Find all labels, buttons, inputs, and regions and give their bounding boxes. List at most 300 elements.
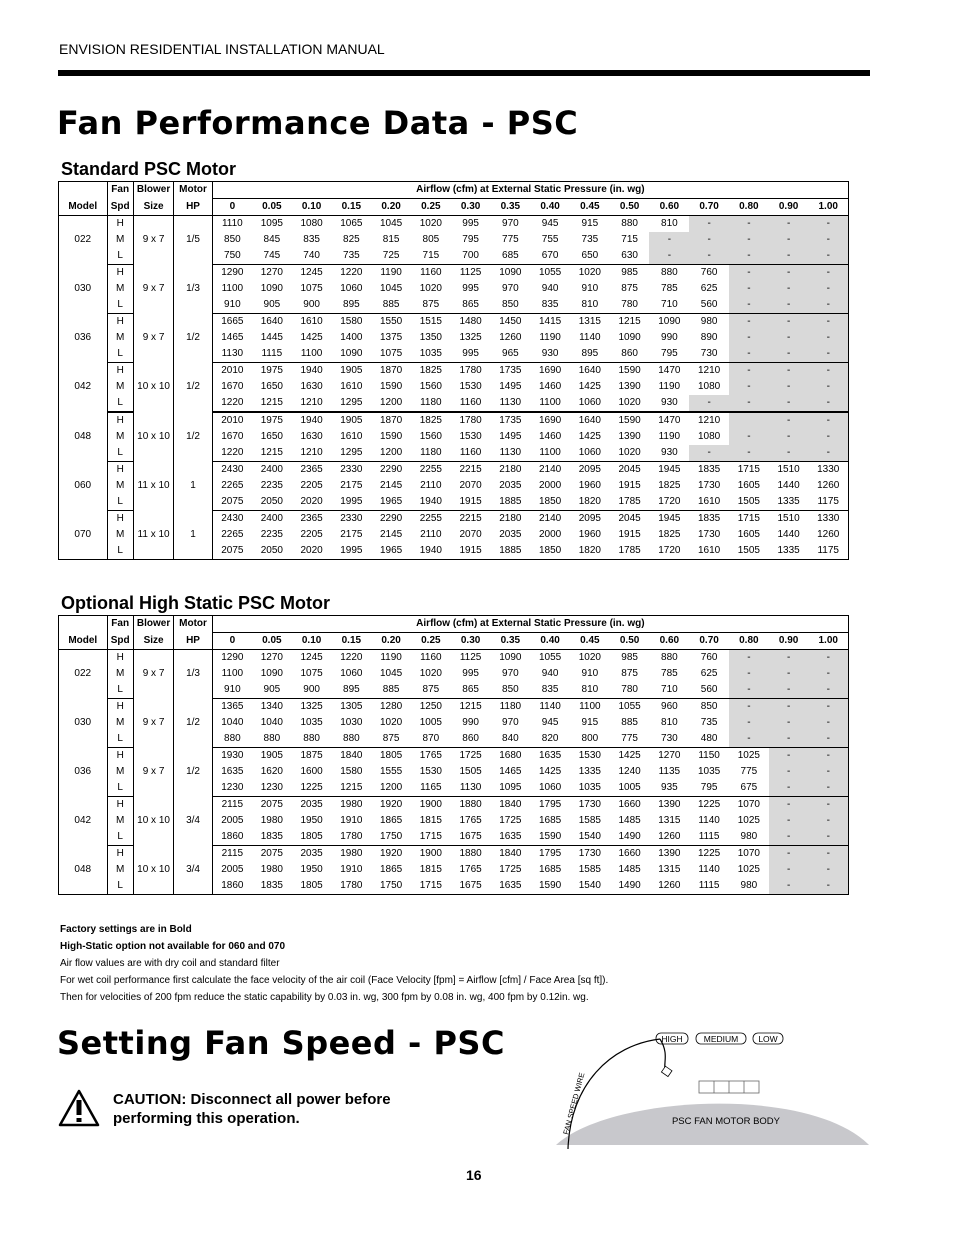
- airflow-cell: 780: [610, 297, 650, 314]
- airflow-cell: 895: [331, 682, 371, 699]
- motor-hp-cell: 1/2: [174, 748, 212, 797]
- airflow-cell: 1035: [411, 346, 451, 363]
- fan-speed-cell: M: [107, 232, 133, 248]
- model-header-blank: [59, 182, 108, 199]
- airflow-cell: 850: [224, 234, 241, 245]
- airflow-cell: -: [689, 232, 729, 248]
- airflow-cell: 970: [502, 668, 519, 679]
- airflow-cell: 1160: [420, 652, 442, 663]
- airflow-cell: 1580: [340, 316, 363, 327]
- model-header: Model: [59, 199, 108, 216]
- airflow-cell: 1055: [538, 652, 562, 663]
- airflow-cell: 1140: [579, 332, 601, 343]
- pressure-column-header: 0.50: [610, 633, 650, 650]
- airflow-cell: 1685: [538, 815, 562, 826]
- pressure-column-header: 0.20: [371, 633, 411, 650]
- fan-speed-cell: M: [107, 813, 133, 829]
- motor-hp-cell: 1/3: [174, 265, 212, 314]
- airflow-cell: 1470: [658, 365, 681, 376]
- airflow-cell: 970: [502, 717, 519, 728]
- airflow-cell: 905: [252, 297, 292, 314]
- airflow-cell: 1495: [499, 381, 522, 392]
- airflow-cell: 1215: [618, 316, 641, 327]
- airflow-cell: 1075: [371, 346, 411, 363]
- airflow-cell: -: [769, 780, 809, 797]
- airflow-cell: 915: [581, 717, 599, 728]
- airflow-cell: -: [808, 379, 848, 395]
- airflow-cell: 1600: [300, 766, 323, 777]
- airflow-cell: 885: [371, 297, 411, 314]
- airflow-cell: 985: [621, 652, 638, 663]
- airflow-cell: 1820: [570, 494, 610, 511]
- airflow-cell: -: [689, 248, 729, 265]
- note-line: For wet coil performance first calculate the face velocity of the air coil (Face Velocity [fpm] = Airflow [cfm] / Face Area [sq ft]).: [60, 975, 609, 986]
- airflow-cell: -: [769, 281, 809, 297]
- airflow-cell: 835: [530, 297, 570, 314]
- airflow-cell: 1270: [658, 750, 681, 761]
- airflow-cell: 1180: [499, 701, 522, 712]
- airflow-cell: 1100: [530, 395, 570, 412]
- table-row: [59, 265, 849, 282]
- airflow-cell: 1215: [459, 701, 482, 712]
- airflow-cell: 1915: [618, 529, 641, 540]
- size-header: Size: [133, 633, 173, 650]
- airflow-cell: 1870: [379, 365, 403, 376]
- airflow-cell: 1220: [212, 395, 252, 412]
- airflow-cell: 910: [581, 283, 599, 294]
- airflow-cell: 1245: [300, 652, 323, 663]
- model-cell: 022: [59, 216, 108, 265]
- airflow-cell: [729, 412, 769, 429]
- airflow-cell: -: [769, 363, 809, 380]
- airflow-cell: 1650: [260, 431, 283, 442]
- airflow-cell: 805: [422, 234, 440, 245]
- airflow-cell: 2005: [221, 864, 244, 875]
- airflow-cell: 1735: [499, 415, 522, 426]
- airflow-cell: 2140: [538, 513, 562, 524]
- airflow-cell: 910: [212, 297, 252, 314]
- airflow-cell: 1005: [419, 717, 442, 728]
- airflow-cell: -: [769, 297, 809, 314]
- airflow-cell: 1130: [490, 445, 530, 462]
- airflow-cell: 700: [451, 248, 491, 265]
- motor-hp-cell: 3/4: [174, 846, 212, 895]
- airflow-cell: 2430: [221, 464, 244, 475]
- airflow-cell: -: [769, 265, 809, 282]
- airflow-cell: 1540: [570, 829, 610, 846]
- airflow-cell: 1585: [578, 815, 601, 826]
- airflow-cell: 1795: [538, 799, 562, 810]
- airflow-cell: 2205: [300, 529, 323, 540]
- airflow-cell: 1295: [331, 395, 371, 412]
- airflow-cell: 1465: [499, 766, 522, 777]
- airflow-cell: 2140: [538, 464, 562, 475]
- airflow-cell: -: [729, 715, 769, 731]
- airflow-cell: 725: [371, 248, 411, 265]
- airflow-cell: 775: [740, 766, 758, 777]
- fan-speed-cell: H: [107, 363, 133, 380]
- airflow-cell: 1425: [618, 750, 641, 761]
- airflow-cell: 1640: [578, 365, 601, 376]
- airflow-cell: 1780: [459, 365, 482, 376]
- airflow-cell: 1805: [292, 878, 332, 895]
- airflow-cell: 1100: [221, 668, 244, 679]
- airflow-cell: 1670: [221, 381, 244, 392]
- fan-speed-cell: L: [107, 445, 133, 462]
- airflow-cell: 1020: [379, 717, 403, 728]
- motor-hp-cell: 1/3: [174, 650, 212, 699]
- airflow-cell: 1805: [292, 829, 332, 846]
- airflow-cell: 1335: [769, 494, 809, 511]
- airflow-cell: 755: [541, 234, 559, 245]
- airflow-cell: 1020: [578, 652, 601, 663]
- airflow-cell: 1530: [419, 766, 442, 777]
- airflow-cell: 1940: [411, 494, 451, 511]
- airflow-cell: 1730: [578, 799, 601, 810]
- airflow-cell: 895: [331, 297, 371, 314]
- airflow-cell: 1270: [260, 267, 283, 278]
- airflow-cell: 1765: [459, 864, 482, 875]
- airflow-cell: 2365: [300, 464, 323, 475]
- airflow-cell: 1115: [689, 829, 729, 846]
- airflow-cell: -: [808, 232, 848, 248]
- standard-psc-table: [58, 181, 849, 560]
- airflow-cell: 650: [570, 248, 610, 265]
- airflow-cell: -: [769, 862, 809, 878]
- fan-speed-cell: M: [107, 379, 133, 395]
- airflow-cell: 2035: [300, 848, 323, 859]
- airflow-cell: 1640: [260, 316, 283, 327]
- airflow-cell: 1530: [578, 750, 601, 761]
- airflow-cell: 1070: [737, 848, 760, 859]
- airflow-cell: 710: [649, 682, 689, 699]
- airflow-cell: 1090: [260, 283, 283, 294]
- model-cell: 060: [59, 462, 108, 511]
- airflow-cell: 850: [490, 682, 530, 699]
- airflow-cell: -: [729, 445, 769, 462]
- airflow-cell: 1765: [419, 750, 442, 761]
- airflow-cell: 1390: [618, 381, 641, 392]
- airflow-cell: 890: [700, 332, 718, 343]
- airflow-cell: 2145: [379, 480, 403, 491]
- pressure-column-header: 1.00: [808, 199, 848, 216]
- airflow-cell: 625: [700, 283, 718, 294]
- airflow-cell: 1350: [419, 332, 442, 343]
- airflow-cell: -: [769, 412, 809, 429]
- airflow-cell: -: [769, 216, 809, 233]
- pressure-column-header: 0.90: [769, 633, 809, 650]
- airflow-cell: 1425: [578, 381, 601, 392]
- airflow-cell: 875: [371, 731, 411, 748]
- airflow-cell: 1480: [459, 316, 482, 327]
- airflow-cell: 1035: [570, 780, 610, 797]
- fan-header: Fan: [107, 616, 133, 633]
- airflow-cell: 1200: [371, 445, 411, 462]
- blower-size-cell: 9 x 7: [133, 699, 173, 748]
- fan-speed-cell: H: [107, 314, 133, 331]
- airflow-cell: 2035: [499, 480, 522, 491]
- airflow-cell: 1940: [300, 415, 323, 426]
- airflow-cell: 735: [700, 717, 718, 728]
- airflow-cell: 1090: [499, 267, 522, 278]
- airflow-cell: 2110: [420, 529, 442, 540]
- airflow-cell: 760: [700, 652, 718, 663]
- airflow-cell: 1805: [379, 750, 403, 761]
- spd-header: Spd: [107, 199, 133, 216]
- page-title-fan-performance: Fan Performance Data - PSC: [57, 104, 579, 142]
- note-line: Then for velocities of 200 fpm reduce the static capability by 0.03 in. wg, 300 fpm by 0.08 in. wg, 400 fpm by 0.12in. wg.: [60, 992, 589, 1003]
- airflow-cell: 1330: [817, 464, 840, 475]
- airflow-cell: 710: [649, 297, 689, 314]
- airflow-cell: -: [769, 330, 809, 346]
- blower-size-cell: 10 x 10: [133, 363, 173, 413]
- airflow-cell: 1865: [379, 815, 403, 826]
- airflow-cell: 730: [689, 346, 729, 363]
- airflow-cell: 995: [462, 218, 479, 229]
- airflow-cell: 1675: [451, 878, 491, 895]
- airflow-cell: 1995: [331, 543, 371, 560]
- airflow-cell: -: [808, 797, 848, 814]
- airflow-cell: 930: [649, 395, 689, 412]
- airflow-cell: 1945: [658, 513, 681, 524]
- airflow-cell: 1160: [420, 267, 442, 278]
- airflow-cell: -: [729, 265, 769, 282]
- pressure-column-header: 0.40: [530, 633, 570, 650]
- pressure-column-header: 0.80: [729, 633, 769, 650]
- motor-hp-cell: 1/2: [174, 699, 212, 748]
- airflow-cell: 1555: [379, 766, 403, 777]
- airflow-cell: 1025: [737, 864, 760, 875]
- airflow-cell: 825: [343, 234, 360, 245]
- fan-speed-cell: M: [107, 715, 133, 731]
- model-cell: 048: [59, 412, 108, 462]
- airflow-cell: 2075: [212, 543, 252, 560]
- airflow-cell: 1715: [737, 513, 760, 524]
- airflow-cell: 1905: [340, 365, 363, 376]
- airflow-cell: 2095: [578, 464, 601, 475]
- airflow-cell: 1835: [252, 878, 292, 895]
- model-cell: 036: [59, 314, 108, 363]
- airflow-cell: 970: [502, 218, 519, 229]
- pressure-column-header: 0.50: [610, 199, 650, 216]
- airflow-cell: 1325: [300, 701, 323, 712]
- pressure-column-header: 0.80: [729, 199, 769, 216]
- airflow-cell: 2265: [221, 480, 244, 491]
- airflow-cell: 1140: [698, 864, 720, 875]
- airflow-cell: 1180: [411, 445, 451, 462]
- airflow-cell: 685: [490, 248, 530, 265]
- fan-speed-cell: M: [107, 429, 133, 445]
- airflow-cell: -: [729, 666, 769, 682]
- airflow-cell: 2035: [300, 799, 323, 810]
- airflow-cell: -: [808, 846, 848, 863]
- wire-connector: [661, 1066, 672, 1076]
- model-cell: 036: [59, 748, 108, 797]
- airflow-cell: 2075: [260, 848, 283, 859]
- airflow-cell: 2010: [221, 415, 244, 426]
- airflow-cell: 1440: [777, 480, 800, 491]
- blower-size-cell: 9 x 7: [133, 650, 173, 699]
- airflow-cell: 1390: [658, 799, 681, 810]
- pressure-column-header: 0.70: [689, 633, 729, 650]
- airflow-cell: 2020: [292, 494, 332, 511]
- airflow-cell: 930: [649, 445, 689, 462]
- airflow-cell: -: [729, 429, 769, 445]
- airflow-cell: 1490: [610, 878, 650, 895]
- motor-hp-cell: 3/4: [174, 797, 212, 846]
- airflow-cell: 1765: [459, 815, 482, 826]
- airflow-cell: 1020: [419, 218, 442, 229]
- airflow-cell: -: [808, 297, 848, 314]
- airflow-cell: 940: [541, 668, 559, 679]
- airflow-cell: 2255: [419, 464, 442, 475]
- airflow-cell: 1835: [697, 464, 721, 475]
- blower-size-cell: 10 x 10: [133, 846, 173, 895]
- airflow-cell: -: [769, 314, 809, 331]
- airflow-cell: 1075: [300, 283, 323, 294]
- model-cell: 042: [59, 363, 108, 413]
- airflow-cell: 1850: [530, 543, 570, 560]
- airflow-cell: 1060: [530, 780, 570, 797]
- airflow-cell: 875: [621, 283, 638, 294]
- airflow-cell: 1055: [618, 701, 641, 712]
- airflow-cell: -: [808, 862, 848, 878]
- airflow-cell: 1225: [292, 780, 332, 797]
- blower-size-cell: 9 x 7: [133, 314, 173, 363]
- airflow-cell: 1815: [419, 815, 442, 826]
- airflow-cell: 1250: [419, 701, 442, 712]
- airflow-cell: 1090: [618, 332, 641, 343]
- airflow-cell: 1340: [260, 701, 283, 712]
- airflow-cell: 1415: [538, 316, 562, 327]
- airflow-cell: 880: [212, 731, 252, 748]
- note-line: Factory settings are in Bold: [60, 924, 192, 935]
- airflow-cell: 895: [570, 346, 610, 363]
- airflow-cell: 1485: [618, 864, 641, 875]
- airflow-cell: 1190: [658, 431, 681, 442]
- pressure-column-header: 0.35: [490, 633, 530, 650]
- airflow-cell: 1190: [658, 381, 681, 392]
- airflow-cell: 1915: [618, 480, 641, 491]
- airflow-cell: 945: [541, 717, 559, 728]
- airflow-cell: 1945: [658, 464, 681, 475]
- airflow-cell: 880: [331, 731, 371, 748]
- airflow-cell: -: [729, 330, 769, 346]
- airflow-cell: 1550: [379, 316, 403, 327]
- airflow-cell: 2290: [379, 464, 403, 475]
- airflow-cell: 1075: [300, 668, 323, 679]
- header-row: [59, 199, 849, 216]
- airflow-cell: 1160: [451, 395, 491, 412]
- warning-icon: [58, 1089, 100, 1127]
- airflow-cell: 1035: [697, 766, 721, 777]
- airflow-cell: 1835: [252, 829, 292, 846]
- airflow-cell: 1080: [300, 218, 323, 229]
- airflow-cell: 1160: [451, 445, 491, 462]
- airflow-cell: -: [808, 395, 848, 412]
- airflow-cell: 1020: [578, 267, 601, 278]
- airflow-cell: 1510: [777, 464, 800, 475]
- model-cell: 042: [59, 797, 108, 846]
- airflow-cell: 1975: [260, 415, 283, 426]
- airflow-cell: 2430: [221, 513, 244, 524]
- fan-speed-cell: M: [107, 281, 133, 297]
- airflow-cell: -: [808, 429, 848, 445]
- standard-psc-subtitle: Standard PSC Motor: [61, 159, 237, 179]
- fan-speed-cell: M: [107, 666, 133, 682]
- airflow-cell: 1025: [737, 750, 760, 761]
- airflow-cell: 1245: [300, 267, 323, 278]
- airflow-cell: -: [769, 682, 809, 699]
- airflow-cell: -: [808, 281, 848, 297]
- airflow-cell: 2400: [260, 513, 283, 524]
- airflow-cell: 1900: [419, 799, 442, 810]
- airflow-cell: 760: [700, 267, 718, 278]
- airflow-cell: 1125: [459, 652, 482, 663]
- table-row: [59, 748, 849, 765]
- airflow-cell: -: [808, 248, 848, 265]
- airflow-cell: 1365: [221, 701, 244, 712]
- airflow-cell: 1730: [697, 480, 721, 491]
- airflow-cell: 1590: [530, 829, 570, 846]
- airflow-cell: 1785: [610, 543, 650, 560]
- pressure-column-header: 0.60: [649, 199, 689, 216]
- airflow-cell: 2115: [221, 799, 244, 810]
- airflow-cell: 1675: [451, 829, 491, 846]
- airflow-cell: 1080: [697, 381, 721, 392]
- airflow-cell: 2235: [260, 480, 283, 491]
- airflow-cell: 1020: [610, 395, 650, 412]
- fan-speed-cell: L: [107, 731, 133, 748]
- airflow-cell: 1795: [538, 848, 562, 859]
- airflow-cell: 1840: [499, 848, 522, 859]
- airflow-cell: 1100: [292, 346, 332, 363]
- airflow-cell: -: [729, 395, 769, 412]
- airflow-cell: 1960: [578, 480, 601, 491]
- airflow-cell: 835: [530, 682, 570, 699]
- airflow-cell: 1630: [300, 381, 323, 392]
- airflow-cell: -: [729, 731, 769, 748]
- airflow-cell: -: [729, 216, 769, 233]
- airflow-cell: 1495: [499, 431, 522, 442]
- airflow-cell: -: [729, 248, 769, 265]
- airflow-cell: 880: [292, 731, 332, 748]
- motor-hp-cell: 1: [174, 462, 212, 511]
- airflow-cell: -: [769, 878, 809, 895]
- airflow-cell: 1225: [697, 799, 721, 810]
- airflow-cell: 1820: [570, 543, 610, 560]
- airflow-cell: 1780: [331, 829, 371, 846]
- airflow-cell: 1090: [260, 668, 283, 679]
- airflow-cell: 1750: [371, 878, 411, 895]
- fan-speed-cell: H: [107, 699, 133, 716]
- fan-speed-cell: M: [107, 478, 133, 494]
- airflow-cell: 1920: [379, 848, 403, 859]
- caution-line-2: performing this operation.: [113, 1110, 300, 1127]
- fan-speed-cell: L: [107, 543, 133, 560]
- airflow-cell: 780: [610, 682, 650, 699]
- airflow-cell: 1835: [697, 513, 721, 524]
- motor-hp-cell: 1/2: [174, 314, 212, 363]
- airflow-cell: 1220: [340, 267, 363, 278]
- airflow-cell: 1040: [260, 717, 283, 728]
- airflow-cell: 1130: [490, 395, 530, 412]
- airflow-cell: 1020: [419, 283, 442, 294]
- airflow-cell: 865: [451, 297, 491, 314]
- airflow-cell: 1825: [658, 529, 681, 540]
- airflow-cell: 1630: [300, 431, 323, 442]
- airflow-cell: -: [808, 764, 848, 780]
